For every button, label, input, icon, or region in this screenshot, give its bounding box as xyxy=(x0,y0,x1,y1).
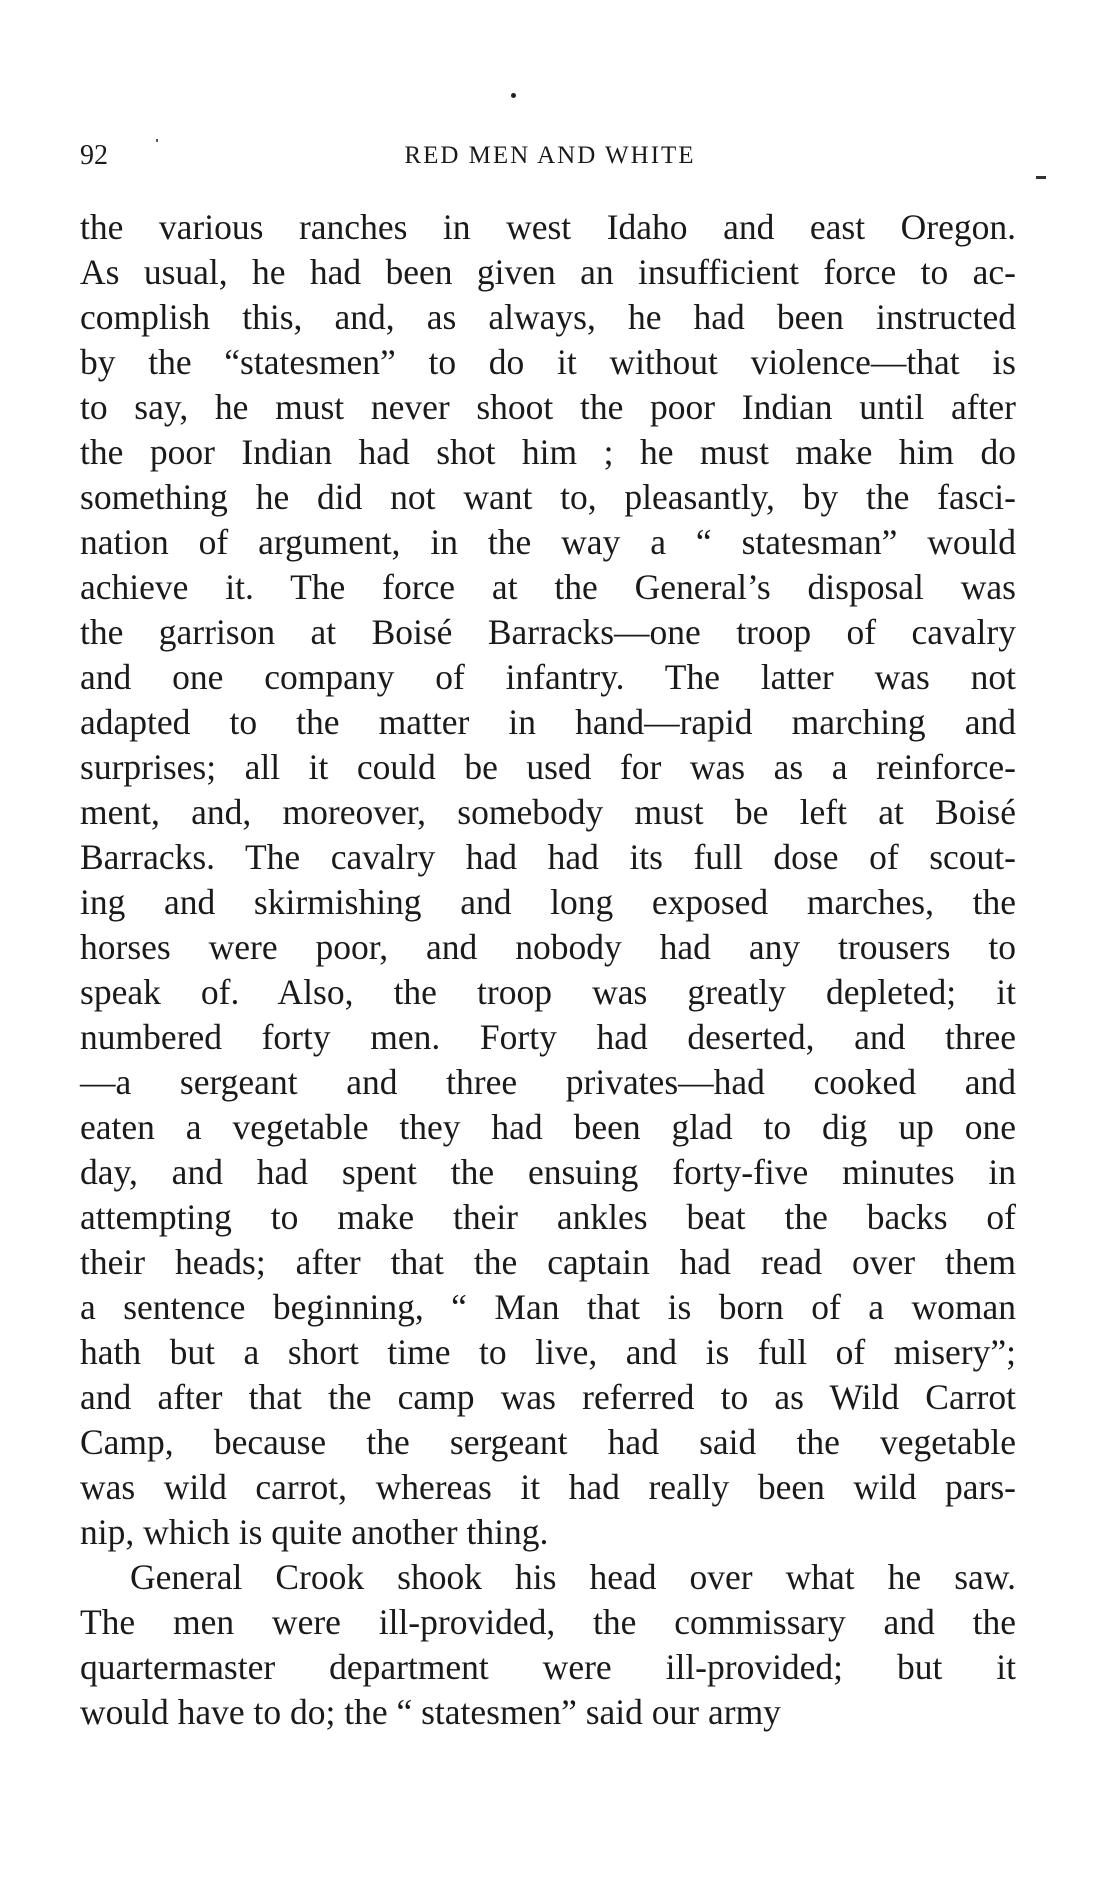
text-line: adapted to the matter in hand—rapid marching and xyxy=(80,702,1016,742)
text-line: Camp, because the sergeant had said the vegetable xyxy=(80,1422,1016,1462)
text-line: Barracks. The cavalry had had its full dose of scout- xyxy=(80,837,1016,877)
text-line: the poor Indian had shot him ; he must make him do xyxy=(80,432,1016,472)
text-line: their heads; after that the captain had read over them xyxy=(80,1242,1016,1282)
text-line: to say, he must never shoot the poor Indian until after xyxy=(80,387,1016,427)
text-line: nip, which is quite another thing. xyxy=(80,1512,549,1552)
text-line: and one company of infantry. The latter was not xyxy=(80,657,1016,697)
page-number: 92 xyxy=(80,140,108,171)
text-line: quartermaster department were ill-provided; but it xyxy=(80,1647,1016,1687)
text-line: achieve it. The force at the General’s disposal was xyxy=(80,567,1016,607)
text-line: horses were poor, and nobody had any trousers to xyxy=(80,927,1016,967)
text-line: ment, and, moreover, somebody must be left at Boisé xyxy=(80,792,1016,832)
text-line: attempting to make their ankles beat the backs of xyxy=(80,1197,1016,1237)
text-line: General Crook shook his head over what he saw. xyxy=(130,1557,1016,1597)
text-line: a sentence beginning, “ Man that is born of a woman xyxy=(80,1287,1016,1327)
text-line: would have to do; the “ statesmen” said our army xyxy=(80,1692,781,1732)
text-line: surprises; all it could be used for was as a reinforce- xyxy=(80,747,1016,787)
text-line: —a sergeant and three privates—had cooked and xyxy=(80,1062,1016,1102)
text-line: hath but a short time to live, and is full of misery”; xyxy=(80,1332,1016,1372)
text-line: speak of. Also, the troop was greatly depleted; it xyxy=(80,972,1016,1012)
text-line: the garrison at Boisé Barracks—one troop of cavalry xyxy=(80,612,1016,652)
print-mark xyxy=(1036,176,1046,179)
text-line: complish this, and, as always, he had been instructed xyxy=(80,297,1016,337)
text-line: and after that the camp was referred to as Wild Carrot xyxy=(80,1377,1016,1417)
text-line: numbered forty men. Forty had deserted, and three xyxy=(80,1017,1016,1057)
text-line: day, and had spent the ensuing forty-five minutes in xyxy=(80,1152,1016,1192)
text-line: something he did not want to, pleasantly, by the fasci- xyxy=(80,477,1016,517)
running-title: RED MEN AND WHITE xyxy=(404,142,696,169)
text-line: ing and skirmishing and long exposed marches, the xyxy=(80,882,1016,922)
text-line: the various ranches in west Idaho and east Oregon. xyxy=(80,207,1016,247)
text-line: was wild carrot, whereas it had really been wild pars- xyxy=(80,1467,1016,1507)
text-line: nation of argument, in the way a “ statesman” would xyxy=(80,522,1016,562)
running-head xyxy=(80,136,1020,176)
body-text xyxy=(80,205,1016,1735)
text-line: by the “statesmen” to do it without violence—that is xyxy=(80,342,1016,382)
text-line: The men were ill-provided, the commissary and the xyxy=(80,1602,1016,1642)
text-line: As usual, he had been given an insufficient force to ac- xyxy=(80,252,1016,292)
text-line: eaten a vegetable they had been glad to dig up one xyxy=(80,1107,1016,1147)
print-speck xyxy=(511,93,516,98)
